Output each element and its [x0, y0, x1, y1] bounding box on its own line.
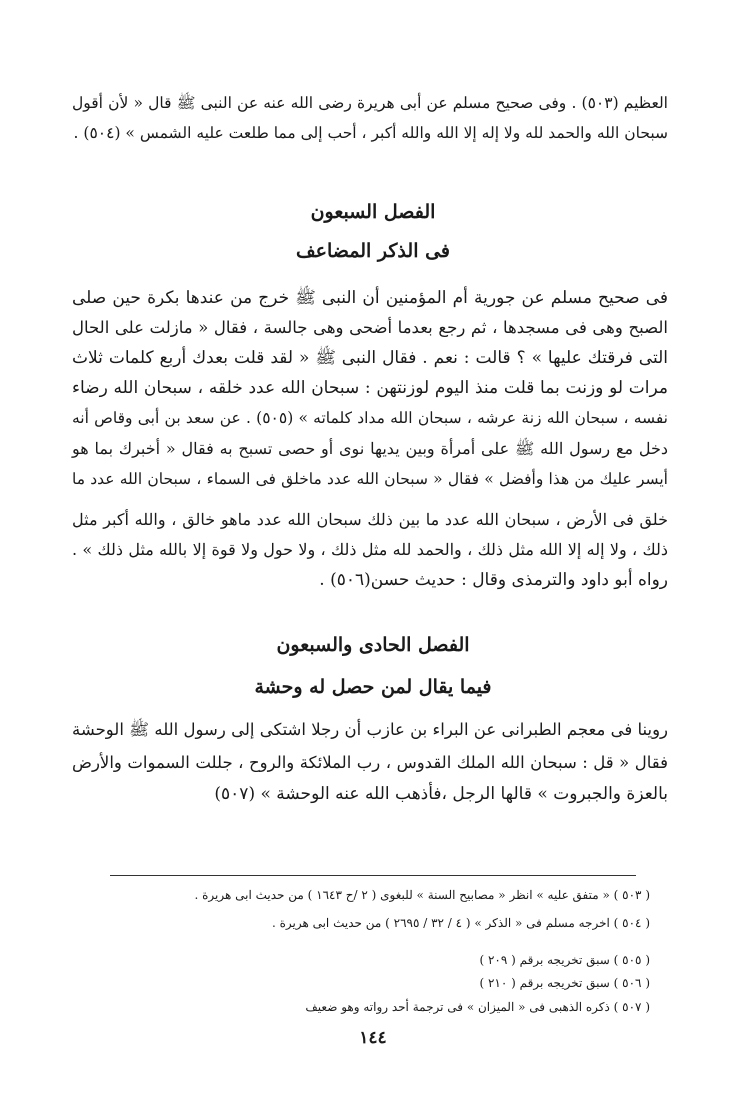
chapter-71-line-2: فقال « قل : سبحان الله الملك القدوس ، رب الملائكة والروح ، جللت السموات والأرض [72, 753, 668, 772]
chapter-70-title: الفصل السبعون [310, 201, 436, 223]
chapter-70-line-10: رواه أبو داود والترمذى وقال : حديث حسن(٥٠٦) . [319, 570, 668, 590]
intro-line-1: العظيم (٥٠٣) . وفى صحيح مسلم عن أبى هريرة رضى الله عنه عن النبى ﷺ قال « لأن أقول [72, 94, 668, 112]
footnote-507: ( ٥٠٧ ) ذكره الذهبى فى « الميزان » فى ترجمة أحد رواته وهو ضعيف [305, 1000, 650, 1014]
intro-line-2: سبحان الله والحمد لله ولا إله إلا الله والله أكبر ، أحب إلى مما طلعت عليه الشمس » (٥٠٤) . [73, 124, 668, 142]
chapter-70-line-6: دخل مع رسول الله ﷺ على أمرأة وبين يديها نوى أو حصى تسبح به فقال « أخبرك بما هو [72, 439, 668, 458]
chapter-70-line-5: نفسه ، سبحان الله زنة عرشه ، سبحان الله مداد كلماته » (٥٠٥) . عن سعد بن أبى وقاص أنه [72, 409, 668, 427]
chapter-70-line-9: ذلك ، ولا إله إلا الله مثل ذلك ، والحمد لله مثل ذلك ، ولا حول ولا قوة إلا بالله مثل ذلك » . [72, 540, 668, 559]
page-number: ١٤٤ [359, 1028, 387, 1048]
footnote-506: ( ٥٠٦ ) سبق تخريجه برقم ( ٢١٠ ) [479, 976, 650, 990]
chapter-71-line-3: بالعزة والجبروت » قالها الرجل ،فأذهب الله عنه الوحشة » (٥٠٧) [214, 784, 668, 804]
chapter-70-line-8: خلق فى الأرض ، سبحان الله عدد ما بين ذلك سبحان الله عدد ماهو خالق ، والله أكبر مثل [72, 510, 668, 529]
chapter-71-title: الفصل الحادى والسبعون [276, 634, 470, 656]
footnote-505: ( ٥٠٥ ) سبق تخريجه برقم ( ٢٠٩ ) [479, 953, 650, 967]
footnote-divider [110, 875, 636, 876]
chapter-70-line-1: فى صحيح مسلم عن جورية أم المؤمنين أن النبى ﷺ خرج من عندها بكرة حين صلى [72, 288, 668, 308]
chapter-71-subtitle: فيما يقال لمن حصل له وحشة [254, 676, 492, 698]
footnote-504: ( ٥٠٤ ) اخرجه مسلم فى « الذكر » ( ٤ / ٣٢ / ٢٦٩٥ ) من حديث ابى هريرة . [271, 916, 650, 930]
chapter-71-line-1: روينا فى معجم الطبرانى عن البراء بن عازب أن رجلا اشتكى إلى رسول الله ﷺ الوحشة [72, 720, 668, 739]
footnote-503: ( ٥٠٣ ) « متفق عليه » انظر « مصابيح السنة » للبغوى ( ٢ /ح ١٦٤٣ ) من حديث ابى هريرة . [194, 888, 650, 902]
chapter-70-line-4: مرات لو وزنت بما قلت منذ اليوم لوزنتهن : سبحان الله عدد خلقه ، سبحان الله رضاء [72, 378, 668, 398]
chapter-70-line-2: الصبح وهى فى مسجدها ، ثم رجع بعدما أضحى وهى جالسة ، فقال « مازلت على الحال [72, 318, 668, 337]
chapter-70-line-7: أيسر عليك من هذا وأفضل » فقال « سبحان الله عدد ماخلق فى السماء ، سبحان الله عدد ما [72, 470, 668, 488]
chapter-70-line-3: التى فرقتك عليها » ؟ قالت : نعم . فقال النبى ﷺ « لقد قلت بعدك أربع كلمات ثلاث [72, 348, 668, 368]
chapter-70-subtitle: فى الذكر المضاعف [295, 240, 451, 262]
